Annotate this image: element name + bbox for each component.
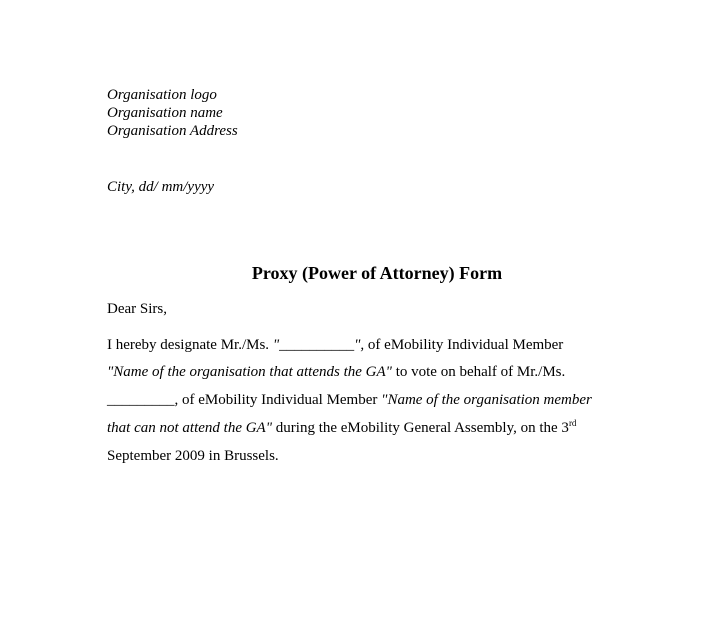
organisation-name: Organisation name [107,105,223,121]
body-line-4 [107,419,576,437]
organisation-logo-placeholder: Organisation logo [107,87,217,103]
body-line-1 [107,336,563,354]
body-line-5: September 2009 in Brussels. [107,448,279,464]
body-text: of eMobility Individual Member [364,337,564,353]
absent-member-placeholder-end: that can not attend the GA" [107,420,273,436]
name-blank-field: "__________", [272,337,365,353]
body-text: I hereby designate Mr./Ms. [107,337,273,353]
body-text: _________, of eMobility Individual Member [107,392,382,408]
body-text: to vote on behalf of Mr./Ms. [391,364,566,380]
city-date: City, dd/ mm/yyyy [107,179,215,195]
ordinal-suffix: rd [568,418,577,428]
salutation: Dear Sirs, [107,301,167,317]
attending-organisation-placeholder: "Name of the organisation that attends the GA" [107,364,392,380]
body-line-3 [107,391,592,409]
organisation-address: Organisation Address [107,123,238,139]
body-line-2 [107,363,565,381]
page-title: Proxy (Power of Attorney) Form [251,263,503,283]
absent-member-placeholder: "Name of the organisation member [381,392,592,408]
body-text: during the eMobility General Assembly, on the 3 [272,420,569,436]
